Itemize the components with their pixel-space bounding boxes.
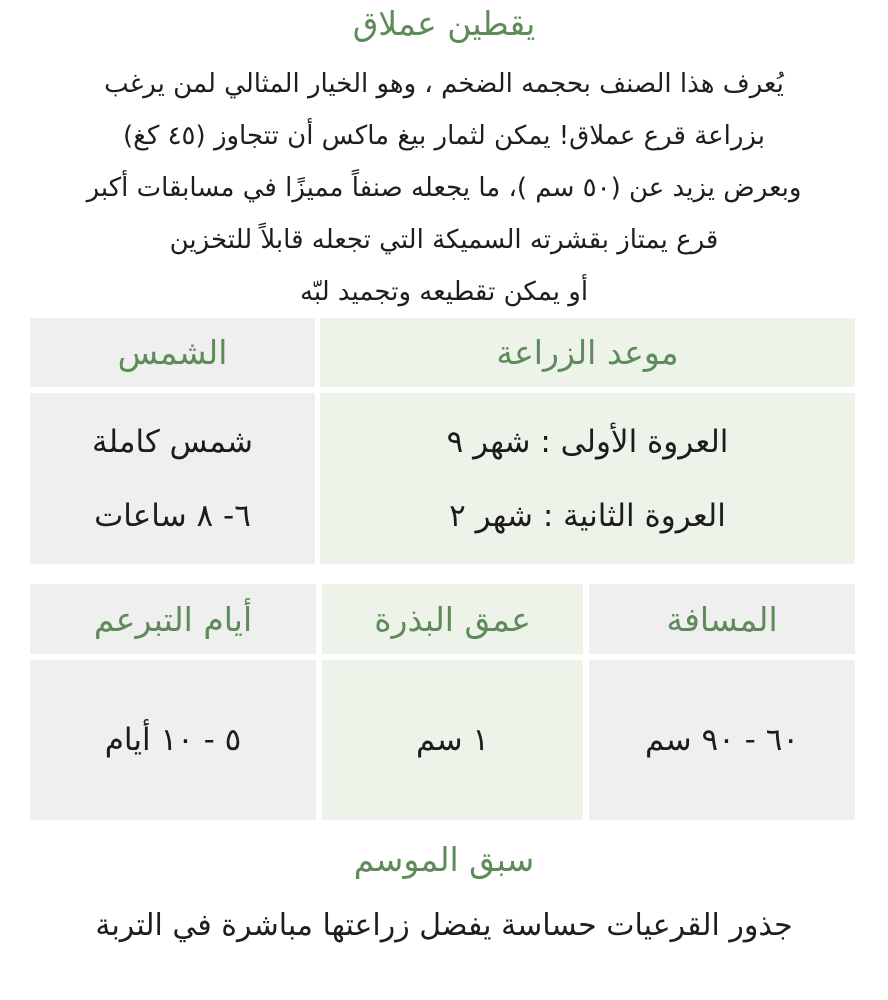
spacing-header: المسافة <box>589 584 855 654</box>
description-line: يُعرف هذا الصنف بحجمه الضخم ، وهو الخيار المثالي لمن يرغب <box>104 69 784 99</box>
description-line: أو يمكن تقطيعه وتجميد لبّه <box>299 277 589 307</box>
page-title: يقطين عملاق <box>352 4 536 43</box>
spacing-cell <box>589 660 855 820</box>
footer-title: سبق الموسم <box>353 840 535 879</box>
description <box>40 58 848 318</box>
seed-depth-value: ١ سم <box>415 722 490 758</box>
planting-time-cell <box>320 393 855 564</box>
description-line: قرع يمتاز بقشرته السميكة التي تجعله قابلاً للتخزين <box>169 225 719 255</box>
planting-second-season: العروة الثانية : شهر ٢ <box>449 497 726 534</box>
germination-days-cell <box>30 660 316 820</box>
planting-first-season: العروة الأولى : شهر ٩ <box>446 423 729 460</box>
sun-cell <box>30 393 315 564</box>
seed-depth-header: عمق البذرة <box>322 584 583 654</box>
description-line: بزراعة قرع عملاق! يمكن لثمار بيغ ماكس أن تتجاوز (٤٥ كغ) <box>122 121 766 151</box>
planting-time-header: موعد الزراعة <box>320 318 855 387</box>
sun-type: شمس كاملة <box>92 423 253 460</box>
sun-header: الشمس <box>30 318 315 387</box>
description-line: وبعرض يزيد عن (٥٠ سم )، ما يجعله صنفاً مميزًا في مسابقات أكبر <box>86 173 802 203</box>
spacing-value: ٦٠ - ٩٠ سم <box>645 722 799 758</box>
germination-days-value: ٥ - ١٠ أيام <box>104 722 242 758</box>
footer-text: جذور القرعيات حساسة يفضل زراعتها مباشرة في التربة <box>95 908 793 943</box>
sun-hours: ٦- ٨ ساعات <box>94 497 251 534</box>
germination-days-header: أيام التبرعم <box>30 584 316 654</box>
seed-depth-cell <box>322 660 583 820</box>
